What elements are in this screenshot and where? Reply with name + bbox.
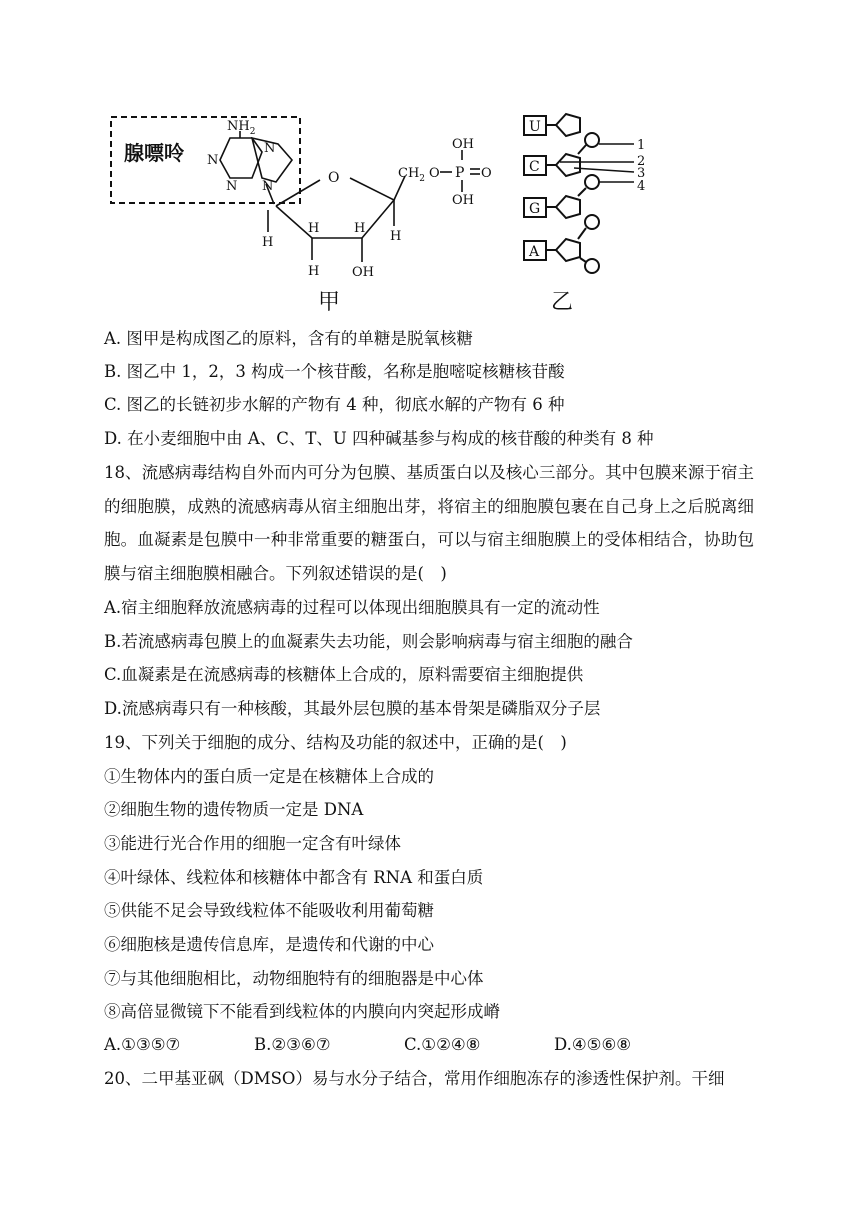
figure-jia: [111, 117, 480, 262]
adenine-six-ring: [220, 138, 262, 178]
atom-o-ester: O: [429, 166, 440, 181]
base-label: A: [529, 244, 540, 260]
q19-option-c: C.①②④⑧: [404, 1035, 481, 1054]
base-label: G: [529, 201, 541, 217]
atom-n-3: N: [264, 141, 276, 156]
atom-oh-sugar: OH: [352, 265, 374, 280]
atom-o-double: O: [481, 166, 492, 181]
figure: [0, 0, 860, 320]
amino-group: $NH_2$: [227, 119, 256, 137]
atom-h-5: H: [308, 264, 320, 279]
q19-item: ②细胞生物的遗传物质一定是 DNA: [104, 800, 364, 819]
figure-jia-labels: [124, 119, 492, 315]
q17-option-c: C. 图乙的长链初步水解的产物有 4 种，彻底水解的产物有 6 种: [104, 395, 565, 414]
adenine-label: 腺嘌呤: [124, 141, 184, 165]
q17-option-d: D. 在小麦细胞中由 A、C、T、U 四种碱基参与构成的核苷酸的种类有 8 种: [104, 429, 654, 448]
base-label: U: [529, 119, 541, 135]
q19-option-d: D.④⑤⑥⑧: [554, 1035, 632, 1054]
atom-h-3: H: [354, 221, 366, 236]
marker-label: 3: [637, 166, 646, 181]
q17-option-b: B. 图乙中 1，2，3 构成一个核苷酸，名称是胞嘧啶核糖核苷酸: [104, 362, 565, 381]
q19-item: ④叶绿体、线粒体和核糖体中都含有 RNA 和蛋白质: [104, 868, 484, 887]
q19-item: ⑧高倍显微镜下不能看到线粒体的内膜向内突起形成嵴: [104, 1002, 500, 1021]
q19-options: [104, 1034, 754, 1056]
atom-h-2: H: [308, 221, 320, 236]
atom-n-1: N: [207, 153, 219, 168]
q18-stem: 18、流感病毒结构自外而内可分为包膜、基质蛋白以及核心三部分。其中包膜来源于宿主的细胞膜，成熟的流感病毒从宿主细胞出芽，将宿主的细胞膜包裹在自己身上之后脱离细胞。血凝素是包膜中一种非常重要的糖蛋白，可以与宿主细胞膜上的受体相结合，协助包膜与宿主细胞膜相融合。下列叙述错误的是( ): [104, 463, 754, 583]
ribose-ring: [276, 178, 394, 238]
atom-ch2: $CH_2$: [398, 166, 426, 184]
atom-p: P: [455, 165, 465, 181]
marker-label: 4: [637, 179, 646, 194]
marker-label: 1: [637, 138, 646, 153]
q19-item: ⑥细胞核是遗传信息库，是遗传和代谢的中心: [104, 935, 434, 954]
q19-item: ⑤供能不足会导致线粒体不能吸收利用葡萄糖: [104, 901, 434, 920]
atom-n-2: N: [226, 179, 238, 194]
atom-oh-bottom: OH: [452, 193, 474, 208]
q17-option-a: A. 图甲是构成图乙的原料，含有的单糖是脱氧核糖: [104, 329, 473, 348]
caption-yi: 乙: [551, 290, 574, 315]
figure-yi: [524, 114, 634, 273]
q19-option-b: B.②③⑥⑦: [254, 1035, 331, 1054]
atom-o-ring: O: [328, 170, 340, 186]
base-label: C: [529, 159, 540, 175]
q19-item: ①生物体内的蛋白质一定是在核糖体上合成的: [104, 767, 434, 786]
atom-n-4: N: [262, 179, 274, 194]
q19-stem: 19、下列关于细胞的成分、结构及功能的叙述中，正确的是( ): [104, 733, 567, 752]
q19-option-a: A.①③⑤⑦: [104, 1035, 181, 1054]
atom-h-4: H: [390, 229, 402, 244]
q20-stem: 20、二甲基亚砜（DMSO）易与水分子结合，常用作细胞冻存的渗透性保护剂。干细: [104, 1069, 725, 1088]
caption-jia: 甲: [318, 290, 341, 315]
q18-option-a: A.宿主细胞释放流感病毒的过程可以体现出细胞膜具有一定的流动性: [104, 598, 600, 617]
q19-item: ③能进行光合作用的细胞一定含有叶绿体: [104, 834, 401, 853]
q18-option-d: D.流感病毒只有一种核酸，其最外层包膜的基本骨架是磷脂双分子层: [104, 699, 601, 718]
atom-oh-top: OH: [452, 137, 474, 152]
q18-option-b: B.若流感病毒包膜上的血凝素失去功能，则会影响病毒与宿主细胞的融合: [104, 632, 633, 651]
q19-item: ⑦与其他细胞相比，动物细胞特有的细胞器是中心体: [104, 969, 484, 988]
q18-option-c: C.血凝素是在流感病毒的核糖体上合成的，原料需要宿主细胞提供: [104, 665, 584, 684]
marker-label: 2: [637, 154, 646, 169]
atom-h-1: H: [262, 235, 274, 250]
